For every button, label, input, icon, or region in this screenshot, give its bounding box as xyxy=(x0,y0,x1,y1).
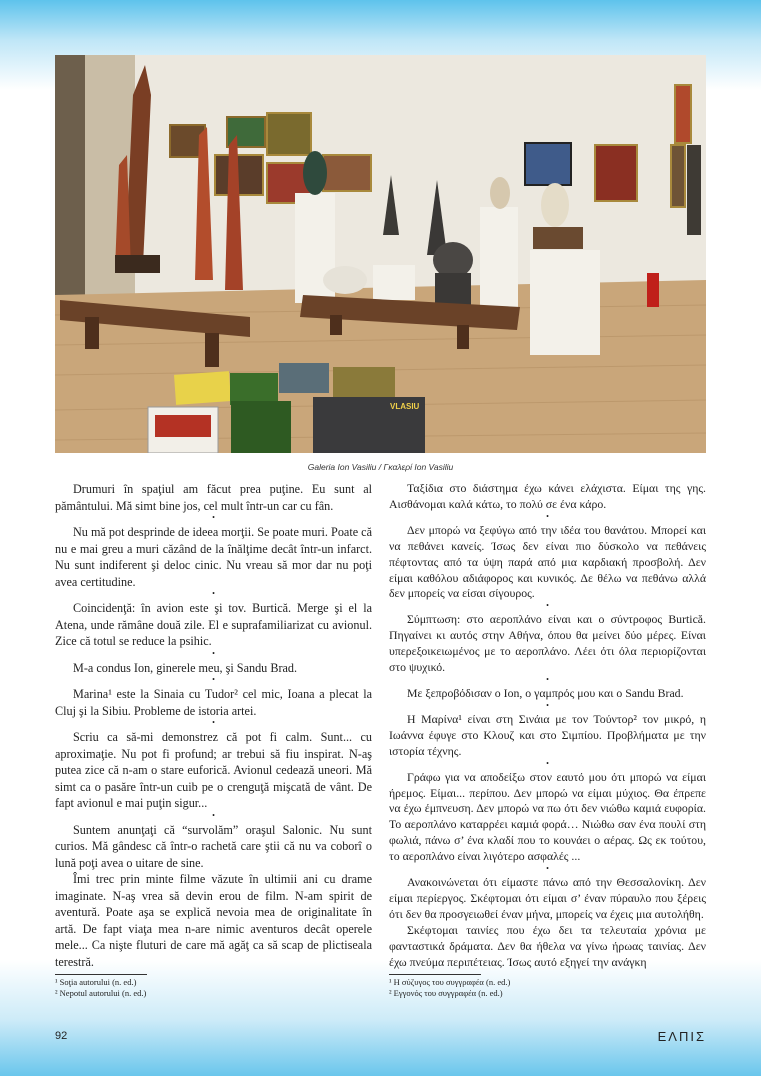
section-separator xyxy=(55,650,372,660)
gallery-illustration xyxy=(55,55,706,453)
paragraph: Γράφω για να αποδείξω στον εαυτό μου ότι μπορώ να είμαι ήρεμος. Είμαι... περίπου. Δεν μπορώ να είμαι μύχιος. Θα έπρεπε να έχω έμπνευση. Δεν μπορώ να πω ότι δεν νιώθω καμιά ευφορία. Το αεροπλάνο καταρρέει καμιά φορά… Νιώθω σαν ένα πουλί στη φωλιά, πάνω σ’ ένα κλαδί που το κουνάει ο αέρας. Ως εκ τούτου, το αεροπλάνο είναι λιγότερο ασφαλές ... xyxy=(389,769,706,864)
section-separator xyxy=(55,812,372,822)
footnote: ² Nepotul autorului (n. ed.) xyxy=(55,987,147,998)
section-separator xyxy=(55,719,372,729)
section-separator xyxy=(389,602,706,612)
paragraph: Marina¹ este la Sinaia cu Tudor² cel mic, Ioana a plecat la Cluj şi la Sibiu. Probleme de istoria artei. xyxy=(55,687,372,718)
right-column-greek xyxy=(389,481,706,998)
left-column-romanian xyxy=(55,481,372,998)
page-number: 92 xyxy=(55,1030,68,1042)
section-separator xyxy=(389,760,706,770)
section-separator xyxy=(389,702,706,712)
section-separator xyxy=(55,676,372,686)
section-separator xyxy=(389,513,706,523)
footnote-rule xyxy=(389,974,481,975)
footnote: ¹ Η σύζυγος του συγγραφέα (n. ed.) xyxy=(389,977,511,988)
footnote: ² Εγγονός του συγγραφέα (n. ed.) xyxy=(389,987,503,998)
paragraph: Scriu ca să-mi demonstrez că pot fi calm. Sunt... cu aproximaţie. Nu pot fi profund; ar trebui să fiu inspirat. N-aş putea zice că n-am o stare euforică. Avionul cedează uneori. Mă simt ca o pasăre într-un cuib pe o crenguţă mişcată de vânt. De fapt avionul e mai puţin sigur... xyxy=(55,730,372,810)
footnote: ¹ Soţia autorului (n. ed.) xyxy=(55,977,137,987)
footnote-rule xyxy=(55,974,147,975)
book-cover-title: VLASIU xyxy=(390,402,420,411)
section-separator xyxy=(55,514,372,524)
paragraph: Ταξίδια στο διάστημα έχω κάνει ελάχιστα. Είμαι της γης. Αισθάνομαι καλά κάτω, το πολύ σε ένα κάρο. xyxy=(389,481,706,511)
paragraph: Nu mă pot desprinde de ideea morţii. Se poate muri. Poate că nu e mai greu a muri căzând de la înălţime decât într-un infarct. Nu sunt indiferent şi deloc cinic. Nu vreau să mor dar nu poţi avea certitudine. xyxy=(55,525,372,589)
section-separator xyxy=(389,676,706,686)
paragraph: Drumuri în spaţiul am făcut prea puţine. Eu sunt al pământului. Mă simt bine jos, cel mult într-un car cu fân. xyxy=(55,482,372,513)
paragraph: Ανακοινώνεται ότι είμαστε πάνω από την Θεσσαλονίκη. Δεν είμαι περίεργος. Σκέφτομαι ότι είμαι σ’ έναν πύραυλο που ξέρεις ότι δεν θα προσγειωθεί έναν μήνα, μπορείς να έχεις μια αυτολήθη. xyxy=(389,875,706,921)
paragraph: Δεν μπορώ να ξεφύγω από την ιδέα του θανάτου. Μπορεί και να πεθάνει κανείς. Ίσως δεν είναι πιο δύσκολο να πεθάνεις πέφτοντας από τα ύψη παρά από μια καρδιακή προσβολή. Δεν είμαι καθόλου αδιάφορος και κυνικός. Δε θέλω να πεθάνω αλλά δεν μπορείς να είσαι σίγουρος. xyxy=(389,522,706,601)
paragraph: M-a condus Ion, ginerele meu, şi Sandu Brad. xyxy=(73,660,298,675)
paragraph: Îmi trec prin minte filme văzute în ultimii ani cu drame imaginate. N-aş vrea să devin erou de film. N-am spirit de aventură. Poate aşa se explică nevoia mea de originalitate în artă. De fapt viaţa mea n-are nimic aventuros decât operele mele... Ca nişte fluturi de care mă agăţ ca să scap de plictiseala terestră. xyxy=(55,872,372,969)
gallery-photo xyxy=(55,55,706,453)
paragraph: Σκέφτομαι ταινίες που έχω δει τα τελευταία χρόνια με φανταστικά δράματα. Δεν θα ήθελα να γίνω ήρωας ταινίας. Δεν έχω πνεύμα περιπέτειας. Ίσως αυτό εξηγεί την ανάγκη xyxy=(389,922,706,969)
journal-name: ΕΛΠΙΣ xyxy=(657,1029,706,1044)
paragraph: Με ξεπροβόδισαν ο Ion, ο γαμπρός μου και ο Sandu Brad. xyxy=(407,685,684,700)
paragraph: Coincidenţă: în avion este şi tov. Burtică. Merge şi el la Atena, unde rămâne două zile. El e suprafamiliarizat cu avionul. Zice că totul se reduce la psihic. xyxy=(55,601,372,648)
photo-caption: Galeria Ion Vasiliu / Γκαλερί Ion Vasiliu xyxy=(307,462,454,472)
paragraph: Suntem anunţaţi că “survolăm” oraşul Salonic. Nu sunt curios. Mă gândesc că într-o rachetă care ştii că nu va coborî o lună poţi avea o uitare de sine. xyxy=(55,822,372,870)
section-separator xyxy=(55,590,372,600)
paragraph: Η Μαρίνα¹ είναι στη Σινάια με τον Τούντορ² τον μικρό, η Ιωάννα έφυγε στο Κλουζ και στο Σιμπίου. Προβλήματα με την ιστορία τέχνης. xyxy=(389,711,706,758)
paragraph: Σύμπτωση: στο αεροπλάνο είναι και ο σύντροφος Burtică. Πηγαίνει κι αυτός στην Αθήνα, όπου θα μείνει δύο μέρες. Είναι υπερεξοικειωμένος με το αεροπλάνο. Λέει ότι όλα περιορίζονται στο ψυχικό. xyxy=(389,612,706,675)
section-separator xyxy=(389,865,706,875)
